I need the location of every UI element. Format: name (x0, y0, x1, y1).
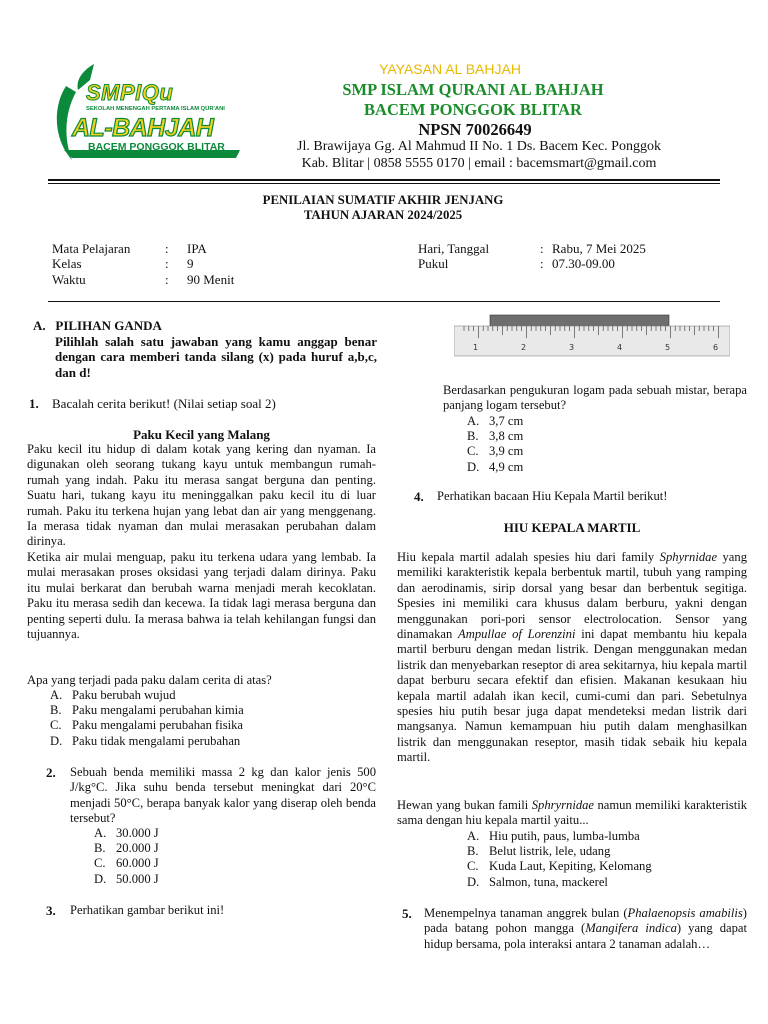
option-item[interactable]: D. Salmon, tuna, mackerel (467, 874, 608, 889)
address-line-1: Jl. Brawijaya Gg. Al Mahmud II No. 1 Ds. Bacem Kec. Ponggok (297, 139, 661, 154)
logo-brand: AL-BAHJAH (72, 114, 214, 142)
question-5-text: Menempelnya tanaman anggrek bulan (Phalaenopsis amabilis) pada batang pohon mangga (Mangifera indica) yang dapat hidup bersama, pola interaksi antara 2 tanaman adalah… (424, 906, 747, 951)
question-2-text: Sebuah benda memiliki massa 2 kg dan kalor jenis 500 J/kg°C. Jika suhu benda tersebut meningkat dari 20°C menjadi 50°C, berapa banyak kalor yang diserap oleh benda tersebut? (70, 765, 376, 826)
option-item[interactable]: A. Paku berubah wujud (50, 688, 176, 702)
section-instruction: Pilihlah salah satu jawaban yang kamu anggap benar dengan cara memberi tanda silang (x) pada huruf a,b,c, dan d! (55, 334, 377, 380)
foundation-name: YAYASAN AL BAHJAH (379, 61, 521, 77)
question-5-number: 5. (402, 906, 412, 921)
question-2-options (94, 826, 159, 887)
question-1-options (50, 688, 244, 749)
ruler-tick-label: 2 (521, 343, 527, 352)
logo-place: BACEM PONGGOK BLITAR (88, 141, 225, 153)
question-4-prompt: Hewan yang bukan famili Sphryrnidae namun memiliki karakteristik sama dengan hiu kepala martil yaitu... (397, 798, 748, 828)
option-item[interactable]: C. Kuda Laut, Kepiting, Kelomang (467, 859, 652, 874)
article-paragraph: Hiu kepala martil adalah spesies hiu dari family Sphyrnidae yang memiliki karakteristik kepala berbentuk martil, tubuh yang ramping dan aerodinamis, sirip dorsal yang besar dan berbentuk segitiga. Spesies ini memiliki cara khusus dalam berburu, yakni dengan menggunakan pori-pori sensor electrolocation. Sensor yang dinamakan Ampullae of Lorenzini ini dapat membantu hiu kepala martil berburu dengan medan listrik. Dengan menggunakan medan listrik dan menyebarkan reseptor di area sekitarnya, hiu kepala martil dapat berburu secara efektif dan efisien. Makanan kesukaan hiu kepala martil adalah ikan kecil, cumi-cumi dan pari. Sebetulnya spesies hiu putih besar juga dapat mendeteksi medan listrik dari mangsanya. Namun kemampuan hiu putih dalam menghasilkan listrik dan menggunakan reseptor, masih tidak sebaik hiu kepala martil. (397, 550, 747, 765)
logo-name: SMPIQu (86, 80, 174, 105)
info-row: Waktu : 90 Menit (52, 271, 235, 287)
exam-info-right (418, 241, 718, 272)
school-location: BACEM PONGGOK BLITAR (364, 100, 582, 119)
story-title: Paku Kecil yang Malang (133, 427, 270, 442)
story-paragraph-1: Paku kecil itu hidup di dalam kotak yang kering dan nyaman. Ia digunakan oleh seorang tukang kayu untuk membangun rumah-rumah yang indah. Paku itu merasa sangat berguna dan penting. Suatu hari, tukang kayu itu meninggalkan paku kecil itu di luar rumah. Paku itu terkena hujan yang lebat dan air yang menggenang. Ia merasa tidak nyaman dan mulai merasakan perubahan dalam dirinya. (27, 442, 376, 549)
option-item[interactable]: B. Paku mengalami perubahan kimia (50, 703, 244, 718)
ruler-tick-label: 4 (617, 343, 623, 352)
option-item[interactable]: A. 3,7 cm (467, 414, 524, 428)
logo-subtitle: SEKOLAH MENENGAH PERTAMA ISLAM QUR'ANI (86, 106, 225, 112)
option-item[interactable]: A. Hiu putih, paus, lumba-lumba (467, 829, 640, 843)
ruler-image-icon (454, 313, 730, 359)
question-1-number: 1. (29, 396, 39, 411)
question-4-options (467, 829, 652, 890)
header-divider (48, 179, 720, 181)
question-3-options (467, 414, 523, 475)
school-name: SMP ISLAM QURANI AL BAHJAH (342, 80, 604, 99)
option-item[interactable]: D. 4,9 cm (467, 459, 524, 474)
option-item[interactable]: C. 3,9 cm (467, 444, 524, 459)
exam-year: TAHUN AJARAN 2024/2025 (303, 208, 463, 222)
question-3-prompt: Berdasarkan pengukuran logam pada sebuah mistar, berapa panjang logam tersebut? (443, 383, 747, 413)
info-row: Pukul : 07.30-09.00 (418, 256, 615, 272)
ruler-tick-label: 3 (569, 343, 575, 352)
ruler-tick-label: 1 (473, 343, 479, 352)
option-item[interactable]: B. 3,8 cm (467, 429, 524, 444)
question-3-text: Perhatikan gambar berikut ini! (70, 903, 225, 917)
question-3-number: 3. (46, 903, 56, 918)
info-row: Kelas : 9 (52, 256, 194, 272)
option-item[interactable]: D. Paku tidak mengalami perubahan (50, 733, 241, 748)
npsn: NPSN 70026649 (418, 120, 532, 139)
ruler-tick-label: 6 (713, 343, 719, 352)
header-divider-thin (48, 183, 720, 184)
section-title: A. PILIHAN GANDA (33, 318, 162, 333)
question-1-prompt: Apa yang terjadi pada paku dalam cerita di atas? (27, 673, 272, 687)
question-4-text: Perhatikan bacaan Hiu Kepala Martil berikut! (437, 489, 668, 503)
question-2-number: 2. (46, 765, 56, 780)
info-row: Hari, Tanggal : Rabu, 7 Mei 2025 (418, 241, 646, 256)
address-line-2: Kab. Blitar | 0858 5555 0170 | email : bacemsmart@gmail.com (301, 156, 657, 171)
option-item[interactable]: C. Paku mengalami perubahan fisika (50, 718, 244, 733)
exam-info-left (52, 241, 372, 287)
question-1-text: Bacalah cerita berikut! (Nilai setiap soal 2) (52, 396, 276, 411)
ruler-figure (454, 313, 730, 359)
info-divider (48, 301, 720, 302)
story-paragraph-2: Ketika air mulai menguap, paku itu terkena udara yang lembab. Ia mulai merasakan proses oksidasi yang terjadi dalam dirinya. Paku itu mulai berkarat dan berubah warna menjadi merah kecoklatan. Paku itu merasa sedih dan kecewa. Ia tidak lagi merasa berguna dan penting seperti dulu. Ia merasa bahwa ia telah kehilangan fungsi dan tujuannya. (27, 550, 376, 642)
option-item[interactable]: B. 20.000 J (94, 841, 159, 856)
option-item[interactable]: D. 50.000 J (94, 871, 159, 886)
question-4-number: 4. (414, 489, 424, 504)
option-item[interactable]: C. 60.000 J (94, 856, 159, 871)
option-item[interactable]: B. Belut listrik, lele, udang (467, 844, 611, 859)
article-title: HIU KEPALA MARTIL (503, 520, 641, 535)
option-item[interactable]: A. 30.000 J (94, 826, 159, 840)
info-row: Mata Pelajaran : IPA (52, 241, 207, 256)
exam-title: PENILAIAN SUMATIF AKHIR JENJANG (262, 193, 504, 207)
ruler-tick-label: 5 (665, 343, 671, 352)
